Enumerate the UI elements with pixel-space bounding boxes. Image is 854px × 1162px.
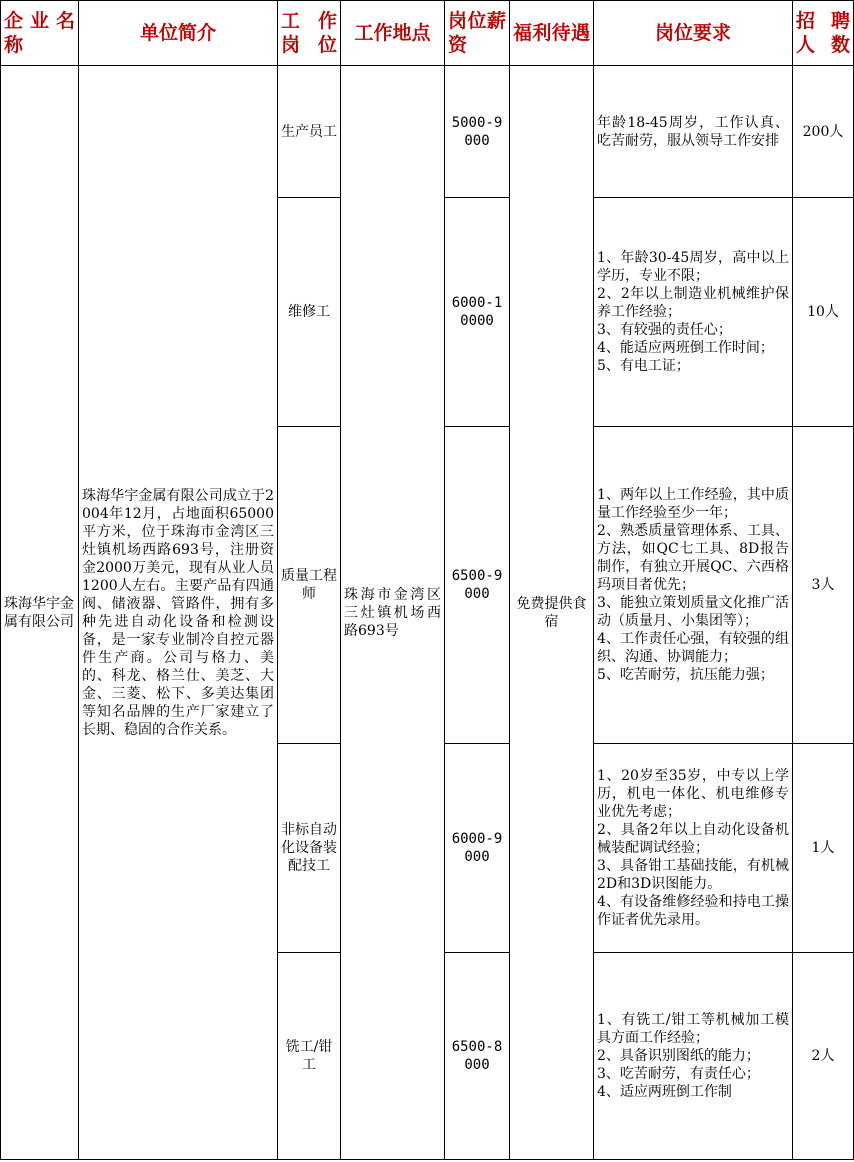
requirement-line: 5、有电工证； [597, 358, 690, 374]
requirement-line: 2、具备2年以上自动化设备机械装配调试经验； [597, 822, 789, 856]
job-salary: 6500-9000 [445, 427, 510, 744]
requirement-line: 年龄18-45周岁，工作认真、吃苦耐劳，服从领导工作安排 [597, 114, 789, 149]
header-count: 招聘人数 [793, 1, 854, 66]
job-position: 维修工 [278, 198, 341, 427]
work-location: 珠海市金湾区三灶镇机场西路693号 [341, 66, 445, 1160]
requirement-line: 4、工作责任心强，有较强的组织、沟通、协调能力； [597, 631, 789, 665]
job-position: 质量工程师 [278, 427, 341, 744]
welfare: 免费提供食宿 [510, 66, 594, 1160]
job-requirements [594, 427, 793, 744]
requirement-line: 2、熟悉质量管理体系、工具、方法，如QC七工具、8D报告制作，有独立开展QC、六西格玛项目者优先； [597, 523, 789, 593]
header-row [1, 1, 854, 66]
requirement-line: 1、两年以上工作经验，其中质量工作经验至少一年； [597, 487, 789, 521]
header-company: 企业名称 [1, 1, 79, 66]
header-intro: 单位简介 [79, 1, 278, 66]
job-position: 生产员工 [278, 66, 341, 198]
job-salary: 6000-10000 [445, 198, 510, 427]
requirement-line: 3、有较强的责任心； [597, 322, 732, 338]
requirement-line: 1、有铣工/钳工等机械加工模具方面工作经验； [597, 1012, 789, 1046]
header-salary: 岗位薪资 [445, 1, 510, 66]
requirement-line: 3、能独立策划质量文化推广活动（质量月、小集团等）； [597, 595, 789, 629]
job-count: 10人 [793, 198, 854, 427]
requirement-line: 2、具备识别图纸的能力； [597, 1048, 760, 1064]
requirement-line: 3、具备钳工基础技能，有机械2D和3D识图能力。 [597, 858, 789, 892]
header-location: 工作地点 [341, 1, 445, 66]
job-requirements [594, 66, 793, 198]
requirement-line: 4、适应两班倒工作制 [597, 1084, 732, 1100]
job-requirements [594, 744, 793, 953]
job-count: 1人 [793, 744, 854, 953]
job-requirements [594, 953, 793, 1160]
job-count: 2人 [793, 953, 854, 1160]
header-position: 工作岗位 [278, 1, 341, 66]
header-requirements: 岗位要求 [594, 1, 793, 66]
requirement-line: 3、吃苦耐劳，有责任心； [597, 1066, 760, 1082]
job-salary: 6500-8000 [445, 953, 510, 1160]
header-welfare: 福利待遇 [510, 1, 594, 66]
job-count: 3人 [793, 427, 854, 744]
table-row [1, 66, 854, 198]
job-position: 非标自动化设备装配技工 [278, 744, 341, 953]
company-name: 珠海华宇金属有限公司 [1, 66, 79, 1160]
job-salary: 5000-9000 [445, 66, 510, 198]
requirement-line: 4、有设备维修经验和持电工操作证者优先录用。 [597, 894, 789, 928]
requirement-line: 4、能适应两班倒工作时间； [597, 340, 774, 356]
requirement-line: 5、吃苦耐劳，抗压能力强； [597, 667, 774, 683]
requirement-line: 1、20岁至35岁，中专以上学历，机电一体化、机电维修专业优先考虑； [597, 768, 789, 820]
job-position: 铣工/钳工 [278, 953, 341, 1160]
job-requirements [594, 198, 793, 427]
job-salary: 6000-9000 [445, 744, 510, 953]
requirement-line: 2、2年以上制造业机械维护保养工作经验； [597, 286, 789, 320]
company-intro: 珠海华宇金属有限公司成立于2004年12月，占地面积65000平方米，位于珠海市金湾区三灶镇机场西路693号，注册资金2000万美元，现有从业人员1200人左右。主要产品有四通阀、储液器、管路件，拥有多种先进自动化设备和检测设备，是一家专业制冷自控元器件生产商。公司与格力、美的、科龙、格兰仕、美芝、大金、三菱、松下、多美达集团等知名品牌的生产厂家建立了长期、稳固的合作关系。 [79, 66, 278, 1160]
job-count: 200人 [793, 66, 854, 198]
requirement-line: 1、年龄30-45周岁，高中以上学历，专业不限； [597, 250, 789, 284]
